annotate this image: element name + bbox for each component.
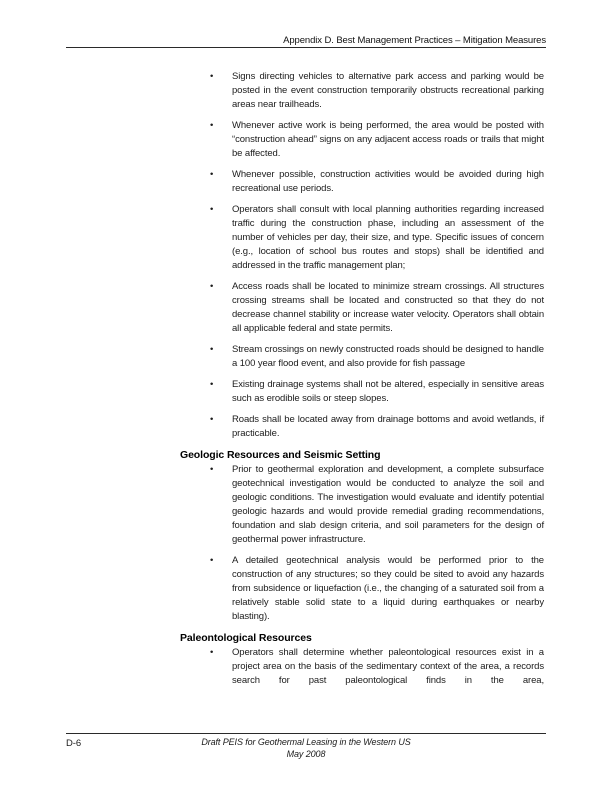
bullet-item [210,168,544,196]
bullet-icon [210,119,232,161]
bullet-text: Stream crossings on newly constructed roads should be designed to handle a 100 year flood event, and also provide for fish passage [232,344,544,369]
bullet-text: A detailed geotechnical analysis would be performed prior to the construction of any structures; so they could be sited to avoid any hazards from subsidence or liquefaction (i.e., the changing of a saturated soil from a relatively stable solid state to a liquid during earthquakes or nearby blasting). [232,555,544,622]
bullet-item [210,280,544,336]
bullet-icon [210,463,232,547]
bullet-text: Whenever active work is being performed, the area would be posted with “construction ahead” signs on any adjacent access roads or trails that might be affected. [232,120,544,159]
content [66,70,546,695]
bullet-icon [210,280,232,336]
header-rule [66,47,546,48]
bullet-item [210,343,544,371]
bullet-icon [210,554,232,624]
bullet-icon [210,203,232,273]
bullet-text: Roads shall be located away from drainage bottoms and avoid wetlands, if practicable. [232,414,544,439]
bullet-item [210,378,544,406]
bullet-text: Operators shall determine whether paleontological resources exist in a project area on the basis of the sedimentary context of the area, a records search for past paleontological finds in the area, [232,647,544,686]
bullet-icon [210,378,232,406]
footer-date: May 2008 [286,749,326,759]
section-heading: Geologic Resources and Seismic Setting [180,449,381,461]
bullet-item [210,646,544,688]
bullet-text: Existing drainage systems shall not be altered, especially in sensitive areas such as erodible soils or steep slopes. [232,379,544,404]
bullet-text: Access roads shall be located to minimize stream crossings. All structures crossing streams shall be located and constructed so that they do not decrease channel stability or increase water velocity. Operators shall obtain all applicable federal and state permits. [232,281,544,334]
footer-page-number: D-6 [66,738,82,749]
header-title: Appendix D. Best Management Practices – Mitigation Measures [283,35,546,46]
bullet-text: Operators shall consult with local planning authorities regarding increased traffic during the construction phase, including an assessment of the number of vehicles per day, their size, and type. Specific issues of concern (e.g., location of school bus routes and stops) shall be identified and addressed in the traffic management plan; [232,204,544,271]
bullet-text: Prior to geothermal exploration and development, a complete subsurface geotechnical investigation would be conducted to analyze the soil and geologic conditions. The investigation would evaluate and identify potential geologic hazards and would provide remedial grading recommendations, foundation and slab design criteria, and soil parameters for the design of geothermal power infrastructure. [232,464,544,545]
bullet-icon [210,343,232,371]
bullet-item [210,413,544,441]
bullet-icon [210,646,232,688]
footer-rule [66,733,546,734]
bullet-icon [210,413,232,441]
bullet-item [210,70,544,112]
bullet-icon [210,70,232,112]
footer-document-title: Draft PEIS for Geothermal Leasing in the Western US [201,737,411,747]
bullet-icon [210,168,232,196]
bullet-item [210,203,544,273]
bullet-item [210,554,544,624]
bullet-text: Whenever possible, construction activities would be avoided during high recreational use periods. [232,169,544,194]
bullet-text: Signs directing vehicles to alternative park access and parking would be posted in the event construction temporarily obstructs recreational parking areas near trailheads. [232,71,544,110]
section-heading: Paleontological Resources [180,632,312,644]
bullet-item [210,463,544,547]
bullet-item [210,119,544,161]
